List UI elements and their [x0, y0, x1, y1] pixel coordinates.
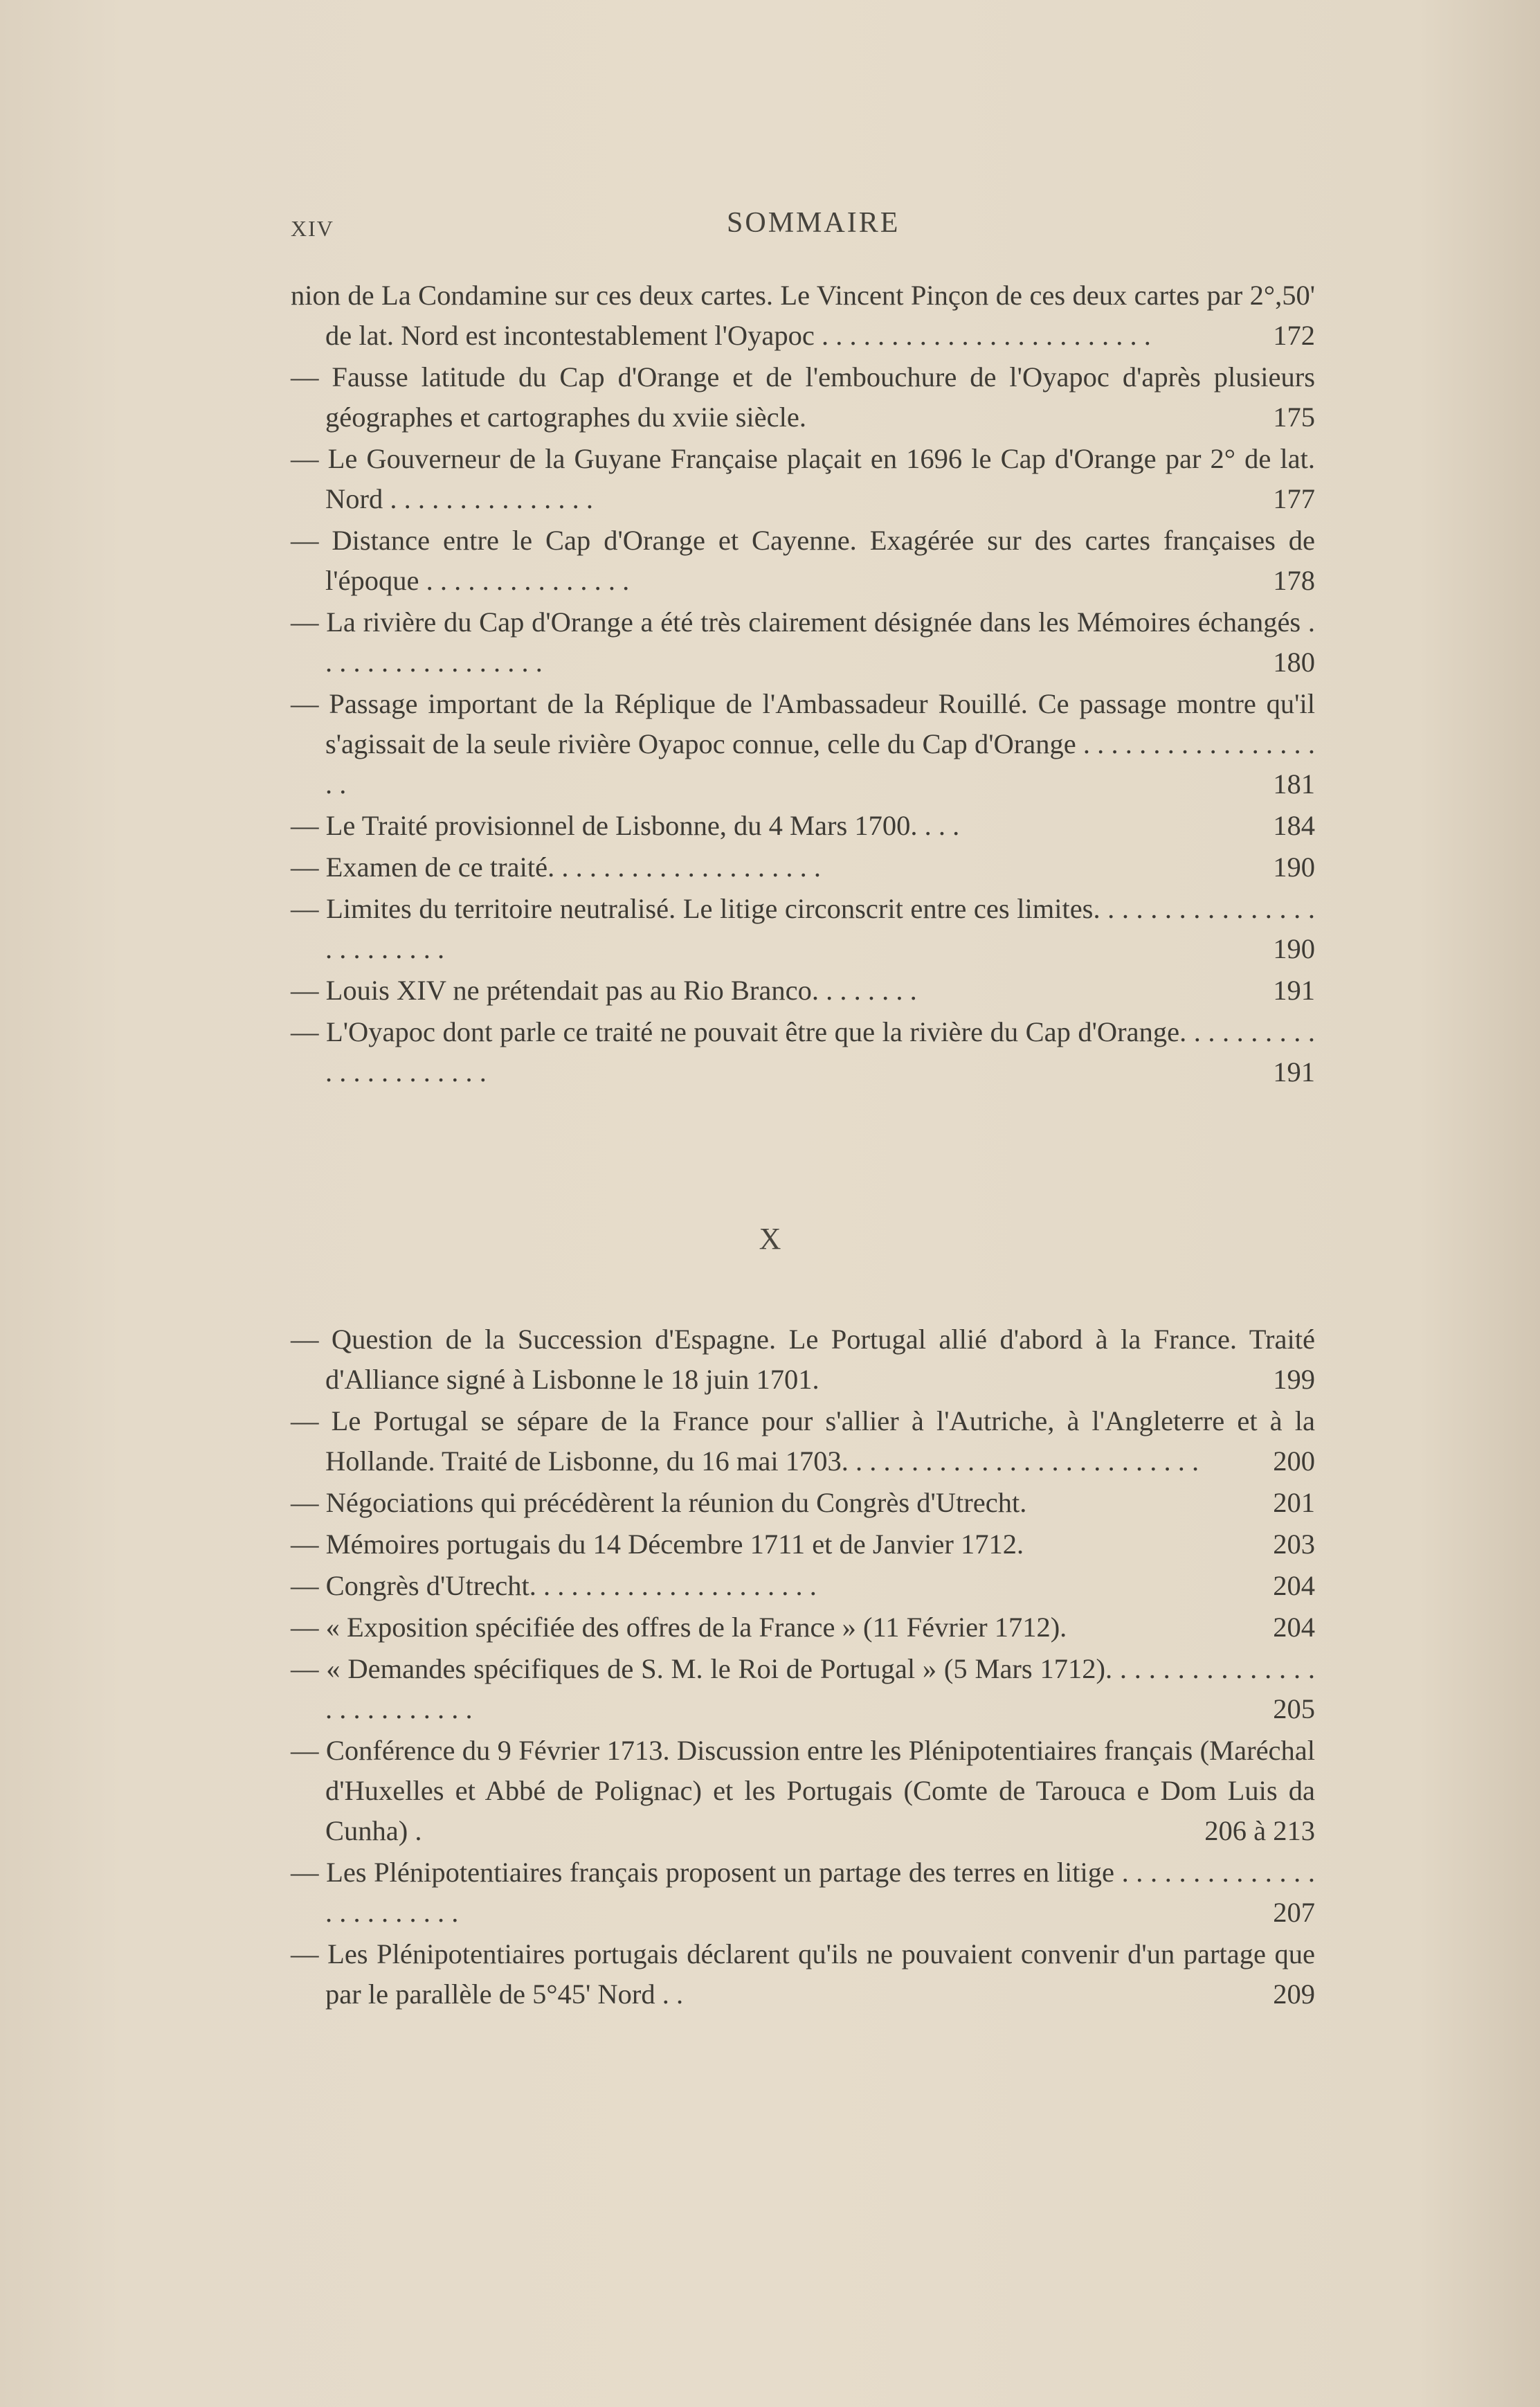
toc-entry-text: — Fausse latitude du Cap d'Orange et de l'embouchure de l'Oyapoc d'après plusieurs géographes et cartographes du xviie siècle.	[291, 361, 1315, 433]
summary-block-x	[291, 1319, 1315, 2016]
toc-entry	[291, 847, 1315, 887]
toc-entry	[291, 1731, 1315, 1851]
toc-entry	[291, 1852, 1315, 1933]
toc-page-ref: 190	[1273, 851, 1315, 883]
toc-page-ref: 205	[1273, 1693, 1315, 1724]
toc-page-ref: 204	[1273, 1570, 1315, 1601]
toc-page-ref: 204	[1273, 1612, 1315, 1643]
toc-entry-text: — Congrès d'Utrecht. . . . . . . . . . . . . . . . . . . . .	[291, 1570, 817, 1601]
toc-page-ref: 206 à 213	[1204, 1815, 1315, 1846]
toc-entry	[291, 1649, 1315, 1729]
toc-entry-text: — L'Oyapoc dont parle ce traité ne pouvait être que la rivière du Cap d'Orange. . . . . . . . . . . . . . . . . . . . . .	[291, 1016, 1315, 1088]
section-number: X	[759, 1222, 781, 1256]
summary-block-ix	[291, 276, 1315, 1094]
toc-entry	[291, 684, 1315, 804]
toc-page-ref: 178	[1273, 565, 1315, 596]
toc-entry-text: — Le Traité provisionnel de Lisbonne, du 4 Mars 1700. . . .	[291, 810, 960, 841]
toc-page-ref: 172	[1273, 320, 1315, 351]
running-head: SOMMAIRE	[727, 207, 900, 239]
toc-entry-text: — Le Portugal se sépare de la France pour s'allier à l'Autriche, à l'Angleterre et à la Hollande. Traité de Lisbonne, du 16 mai 1703. . . . . . . . . . . . . . . . . . . . . . . . . .	[291, 1405, 1315, 1477]
toc-entry-text: — « Exposition spécifiée des offres de la France » (11 Février 1712).	[291, 1612, 1067, 1643]
toc-entry-text: — Le Gouverneur de la Guyane Française plaçait en 1696 le Cap d'Orange par 2° de lat. Nord . . . . . . . . . . . . . . .	[291, 443, 1315, 514]
toc-entry-text: — Limites du territoire neutralisé. Le litige circonscrit entre ces limites. . . . . . . . . . . . . . . . . . . . . . . . .	[291, 893, 1315, 964]
toc-entry-text: — Les Plénipotentiaires français proposent un partage des terres en litige . . . . . . . . . . . . . . . . . . . . . . . .	[291, 1857, 1315, 1928]
toc-entry-text: — Conférence du 9 Février 1713. Discussion entre les Plénipotentiaires français (Maréchal d'Huxelles et Abbé de Polignac) et les Portugais (Comte de Tarouca e Dom Luis da Cunha) .	[291, 1735, 1315, 1846]
toc-entry	[291, 1524, 1315, 1565]
toc-entry	[291, 276, 1315, 356]
toc-page-ref: 209	[1273, 1978, 1315, 2010]
toc-entry	[291, 1607, 1315, 1648]
toc-entry	[291, 806, 1315, 846]
toc-entry-text: — Louis XIV ne prétendait pas au Rio Branco. . . . . . . .	[291, 975, 917, 1006]
toc-entry	[291, 357, 1315, 438]
toc-entry	[291, 971, 1315, 1011]
toc-entry	[291, 1012, 1315, 1092]
toc-entry	[291, 602, 1315, 683]
toc-entry	[291, 1566, 1315, 1606]
toc-entry-text: — Négociations qui précédèrent la réunion du Congrès d'Utrecht.	[291, 1487, 1027, 1518]
toc-entry-text: — Distance entre le Cap d'Orange et Cayenne. Exagérée sur des cartes françaises de l'époque . . . . . . . . . . . . . . .	[291, 525, 1315, 596]
page-number: XIV	[291, 216, 334, 241]
toc-entry	[291, 889, 1315, 969]
toc-entry-text: — Les Plénipotentiaires portugais déclarent qu'ils ne pouvaient convenir d'un partage que par le parallèle de 5°45' Nord . .	[291, 1938, 1315, 2010]
toc-page-ref: 203	[1273, 1529, 1315, 1560]
page-header	[291, 206, 1315, 248]
toc-entry	[291, 1934, 1315, 2014]
toc-page-ref: 177	[1273, 483, 1315, 514]
toc-entry	[291, 1483, 1315, 1523]
toc-entry	[291, 521, 1315, 601]
toc-page-ref: 180	[1273, 647, 1315, 678]
toc-page-ref: 190	[1273, 933, 1315, 964]
toc-page-ref: 181	[1273, 768, 1315, 800]
toc-page-ref: 175	[1273, 402, 1315, 433]
toc-entry	[291, 439, 1315, 519]
toc-page-ref: 200	[1273, 1445, 1315, 1477]
toc-page-ref: 191	[1273, 1056, 1315, 1088]
toc-entry	[291, 1401, 1315, 1481]
toc-page-ref: 184	[1273, 810, 1315, 841]
toc-entry	[291, 1319, 1315, 1400]
toc-entry-text: — Mémoires portugais du 14 Décembre 1711 et de Janvier 1712.	[291, 1529, 1024, 1560]
toc-entry-text: — « Demandes spécifiques de S. M. le Roi de Portugal » (5 Mars 1712). . . . . . . . . . . . . . . . . . . . . . . . . .	[291, 1653, 1315, 1724]
toc-page-ref: 207	[1273, 1897, 1315, 1928]
toc-entry-text: — La rivière du Cap d'Orange a été très clairement désignée dans les Mémoires échangés . . . . . . . . . . . . . . . . .	[291, 606, 1315, 678]
toc-page-ref: 201	[1273, 1487, 1315, 1518]
toc-page-ref: 199	[1273, 1364, 1315, 1395]
toc-entry-text: — Question de la Succession d'Espagne. Le Portugal allié d'abord à la France. Traité d'Alliance signé à Lisbonne le 18 juin 1701.	[291, 1324, 1315, 1395]
toc-entry-text: — Passage important de la Réplique de l'Ambassadeur Rouillé. Ce passage montre qu'il s'agissait de la seule rivière Oyapoc connue, celle du Cap d'Orange . . . . . . . . . . . . . . . . . . .	[291, 688, 1315, 800]
toc-entry-text: — Examen de ce traité. . . . . . . . . . . . . . . . . . . .	[291, 851, 821, 883]
toc-entry-text: nion de La Condamine sur ces deux cartes. Le Vincent Pinçon de ces deux cartes par 2°,50' de lat. Nord est incontestablement l'Oyapoc . . . . . . . . . . . . . . . . . . . . . . . .	[291, 280, 1315, 351]
toc-page-ref: 191	[1273, 975, 1315, 1006]
